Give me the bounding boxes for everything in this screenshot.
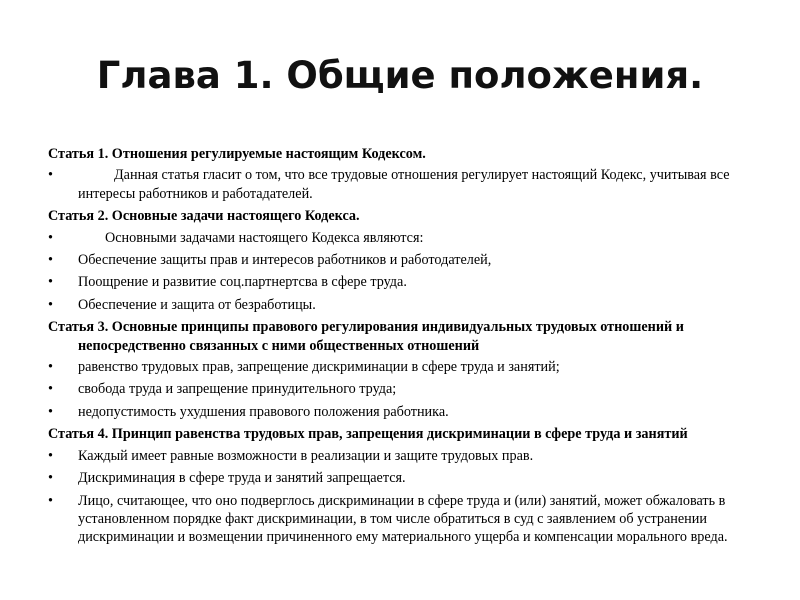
list-item-text: Лицо, считающее, что оно подверглось дискриминации в сфере труда и (или) занятий, может обжаловать в установленном порядке факт дискриминации, в том числе обратиться в суд с заявлением об устранении дискриминации и возмещении причиненного ему материального ущерба и компенсации морального вреда.: [78, 492, 728, 546]
list-item: [48, 229, 768, 247]
article-2-heading: Статья 2. Основные задачи настоящего Кодекса.: [48, 208, 360, 225]
list-item: [48, 296, 768, 314]
list-item: [48, 380, 768, 398]
list-item-text: Обеспечение защиты прав и интересов работников и работодателей,: [78, 252, 492, 269]
bullet-icon: •: [48, 229, 53, 246]
bullet-icon: •: [48, 252, 53, 269]
bullet-icon: •: [48, 274, 53, 291]
bullet-icon: •: [48, 359, 53, 376]
bullet-icon: •: [48, 470, 53, 487]
article-1-heading: Статья 1. Отношения регулируемые настоящим Кодексом.: [48, 146, 426, 162]
list-item-text: Каждый имеет равные возможности в реализации и защите трудовых прав.: [78, 447, 534, 464]
article-4-heading: Статья 4. Принцип равенства трудовых прав, запрещения дискриминации в сфере труда и занятий: [48, 426, 688, 443]
list-item-text: недопустимость ухудшения правового положения работника.: [78, 403, 449, 420]
list-item: [48, 251, 768, 269]
list-item: [48, 469, 768, 487]
list-item: [48, 447, 768, 465]
list-item-text: Обеспечение и защита от безработицы.: [78, 296, 316, 313]
list-item-text: Основными задачами настоящего Кодекса являются:: [105, 229, 424, 246]
list-item-text: Данная статья гласит о том, что все трудовые отношения регулирует настоящий Кодекс, учитывая все интересы работников и работадателей.: [78, 167, 730, 202]
list-item: [48, 492, 768, 547]
list-item: [48, 358, 768, 376]
article-3-heading: Статья 3. Основные принципы правового регулирования индивидуальных трудовых отношений и непосредственно связанных с ними общественных отношений: [48, 319, 684, 354]
bullet-icon: •: [48, 447, 53, 464]
slide-title: Глава 1. Общие положения.: [96, 54, 704, 97]
bullet-icon: •: [48, 403, 53, 420]
bullet-icon: •: [48, 381, 53, 398]
list-item: [48, 403, 768, 421]
list-item: [48, 166, 768, 203]
list-item-text: Дискриминация в сфере труда и занятий запрещается.: [78, 470, 406, 487]
list-item-text: свобода труда и запрещение принудительного труда;: [78, 381, 397, 398]
bullet-icon: •: [48, 167, 53, 184]
slide-content: [48, 145, 768, 551]
list-item: [48, 273, 768, 291]
list-item-text: равенство трудовых прав, запрещение дискриминации в сфере труда и занятий;: [78, 359, 560, 376]
bullet-icon: •: [48, 296, 53, 313]
list-item-text: Поощрение и развитие соц.партнертсва в сфере труда.: [78, 274, 407, 291]
bullet-icon: •: [48, 492, 53, 509]
